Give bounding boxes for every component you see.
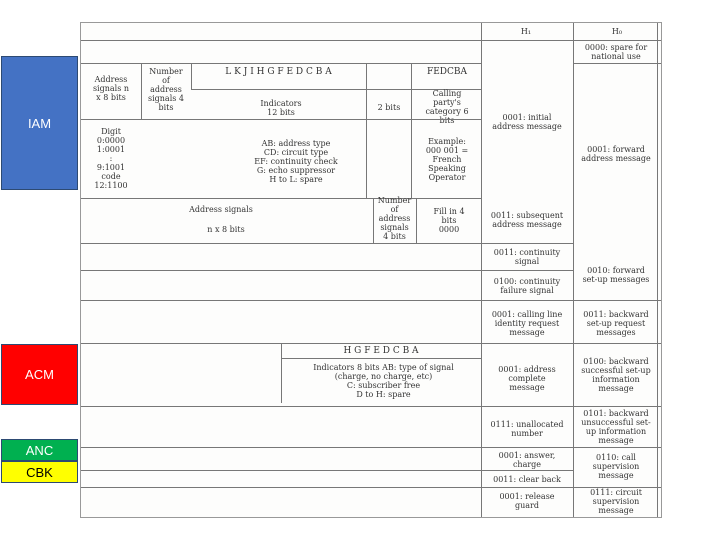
calling-category-example: Example: 000 001 = French Speaking Operator: [425, 137, 469, 182]
address-signals-sub: Address signals: [189, 205, 253, 214]
fill-bits: Fill in 4 bits 0000: [433, 207, 465, 234]
col-line: [366, 63, 367, 198]
h1-clear-back: 0011: clear back: [493, 475, 561, 484]
calling-category-label: Calling party's category 6 bits: [425, 89, 469, 125]
row-line: [81, 487, 661, 488]
h1-subsequent-address: 0011: subsequent address message: [490, 211, 564, 229]
acm-bits: H G F E D C B A: [343, 346, 419, 356]
digit-codes: Digit 0:0000 1:0001 : 9:1001 code 12:1100: [94, 127, 128, 190]
col-line: [411, 63, 412, 198]
n-x-8-bits: n x 8 bits: [207, 225, 245, 234]
anc-label: ANC: [1, 439, 78, 461]
h0-backward-setup-request: 0011: backward set-up request messages: [583, 310, 649, 337]
h1-calling-line-request: 0001: calling line identity request message: [491, 310, 563, 337]
h1-answer-charge: 0001: answer, charge: [498, 451, 556, 469]
h0-forward-setup: 0010: forward set-up messages: [582, 266, 650, 284]
h0-backward-successful: 0100: backward successful set-up information message: [581, 357, 651, 393]
h1-continuity-failure: 0100: continuity failure signal: [493, 277, 561, 295]
h0-spare-national: 0000: spare for national use: [584, 43, 648, 61]
signal-table-scan: [80, 22, 662, 518]
h1-continuity-signal: 0011: continuity signal: [493, 248, 561, 266]
row-line: [81, 470, 573, 471]
acm-description: Indicators 8 bits AB: type of signal (charge, no charge, etc) C: subscriber free D to H: spare: [313, 363, 454, 399]
address-signals-label: Address signals n x 8 bits: [92, 75, 130, 102]
h1-header: H₁: [520, 27, 532, 36]
row-line: [81, 300, 661, 301]
number-address-signals-label: Number of address signals 4 bits: [147, 67, 184, 112]
iam-label: IAM: [1, 56, 78, 190]
number-address-signals-sub: Number of address signals 4 bits: [377, 196, 412, 241]
row-line: [81, 198, 481, 199]
h0-call-supervision: 0110: call supervision message: [592, 453, 640, 480]
row-line: [81, 270, 573, 271]
row-line: [81, 243, 573, 244]
col-line: [416, 198, 417, 243]
row-line: [281, 358, 481, 359]
row-line: [573, 63, 661, 64]
right-edge-line: [657, 23, 658, 517]
acm-label: ACM: [1, 344, 78, 405]
h1-release-guard: 0001: release guard: [499, 492, 555, 510]
row-line: [81, 343, 661, 344]
indicators-label: Indicators 12 bits: [260, 99, 302, 117]
h0-column-line: [573, 23, 574, 517]
row-line: [81, 119, 481, 120]
calling-category-bits: FEDCBA: [426, 67, 468, 77]
h1-address-complete: 0001: address complete message: [498, 365, 556, 392]
indicator-bits: L K J I H G F E D C B A: [225, 67, 332, 77]
h1-unallocated-number: 0111: unallocated number: [490, 420, 564, 438]
row-line: [81, 447, 661, 448]
h0-forward-address: 0001: forward address message: [581, 145, 651, 163]
indicator-description: AB: address type CD: circuit type EF: continuity check G: echo suppressor H to L: spare: [254, 139, 338, 184]
h0-backward-unsuccessful: 0101: backward unsuccessful set- up information message: [581, 409, 651, 445]
cbk-label: CBK: [1, 461, 78, 483]
h1-initial-address: 0001: initial address message: [492, 113, 562, 131]
h0-header: H₀: [611, 27, 623, 36]
two-bits-label: 2 bits: [377, 103, 401, 112]
h0-circuit-supervision: 0111: circuit supervision message: [590, 488, 642, 515]
row-line: [81, 406, 661, 407]
header-line: [81, 40, 661, 41]
